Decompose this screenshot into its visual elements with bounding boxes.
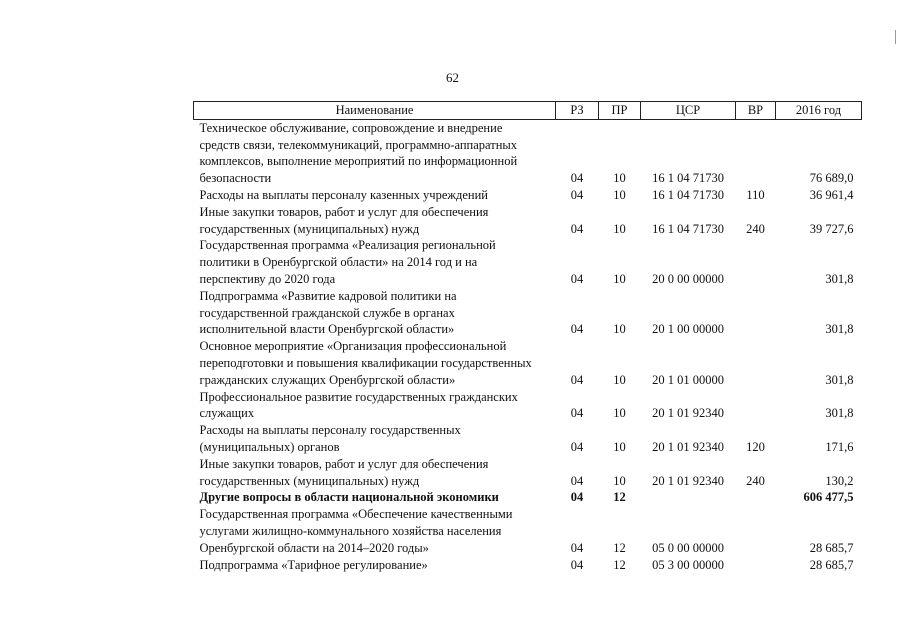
header-name: Наименование <box>194 102 556 120</box>
cell-csr: 20 1 01 00000 <box>652 372 724 387</box>
cell-amount: 606 477,5 <box>803 490 854 505</box>
cell-amount: 301,8 <box>825 406 854 421</box>
table-row <box>194 557 862 574</box>
cell-pr: 10 <box>613 271 626 286</box>
cell-rz: 04 <box>570 372 584 387</box>
cell-vr <box>736 506 776 556</box>
cell-pr: 10 <box>613 372 626 387</box>
cell-csr: 16 1 04 71730 <box>652 171 724 186</box>
cell-amount: 28 685,7 <box>809 540 854 555</box>
header-vr: ВР <box>736 102 776 120</box>
cell-name: Государственная программа «Реализация региональной политики в Оренбургской области» на 2014 год и на перспективу до 2020 года <box>199 238 496 286</box>
cell-pr: 10 <box>613 473 626 488</box>
cell-rz: 04 <box>570 540 584 555</box>
cell-amount: 130,2 <box>825 473 854 488</box>
cell-amount: 171,6 <box>825 439 854 454</box>
cell-vr: 120 <box>746 439 765 454</box>
cell-rz: 04 <box>570 322 584 337</box>
cell-rz: 04 <box>570 473 584 488</box>
cell-amount: 76 689,0 <box>809 171 854 186</box>
cell-name: Техническое обслуживание, сопровождение и внедрение средств связи, телекоммуникаций, программно-аппаратных комплексов, выполнение мероприятий по информационной безопасности <box>199 120 518 186</box>
cell-name: Профессиональное развитие государственных гражданских служащих <box>199 389 518 421</box>
cell-rz: 04 <box>570 187 584 202</box>
cell-vr: 240 <box>746 473 765 488</box>
cell-name: Другие вопросы в области национальной экономики <box>199 490 499 505</box>
cell-pr: 10 <box>613 406 626 421</box>
table-row <box>194 389 862 423</box>
cell-vr <box>736 489 776 506</box>
cell-rz: 04 <box>570 490 584 505</box>
cell-csr: 05 0 00 00000 <box>652 540 724 555</box>
cell-csr: 05 3 00 00000 <box>652 557 724 572</box>
cell-pr: 12 <box>613 490 626 505</box>
table-row <box>194 338 862 388</box>
cell-name: Иные закупки товаров, работ и услуг для обеспечения государственных (муниципальных) нужд <box>199 204 489 236</box>
cell-pr: 10 <box>613 439 626 454</box>
cell-name: Подпрограмма «Тарифное регулирование» <box>199 557 428 572</box>
cell-amount: 39 727,6 <box>809 221 854 236</box>
cell-vr <box>736 119 776 187</box>
cell-pr: 12 <box>613 557 626 572</box>
cell-pr: 10 <box>613 187 626 202</box>
cell-csr: 20 0 00 00000 <box>652 271 724 286</box>
budget-table <box>193 101 862 573</box>
table-body <box>194 119 862 573</box>
cell-pr: 10 <box>613 322 626 337</box>
cell-amount: 301,8 <box>825 322 854 337</box>
cell-name: Основное мероприятие «Организация профессиональной переподготовки и повышения квалификации государственных гражданских служащих Оренбургской области» <box>199 339 532 387</box>
cell-vr <box>736 338 776 388</box>
cell-vr <box>736 288 776 338</box>
header-rz: РЗ <box>556 102 599 120</box>
cell-pr: 10 <box>613 171 626 186</box>
cell-rz: 04 <box>570 221 584 236</box>
table-row <box>194 204 862 238</box>
cell-amount: 36 961,4 <box>809 187 854 202</box>
page-number: 62 <box>446 70 459 85</box>
cell-amount: 28 685,7 <box>809 557 854 572</box>
cell-name: Иные закупки товаров, работ и услуг для обеспечения государственных (муниципальных) нужд <box>199 456 489 488</box>
cell-csr: 16 1 04 71730 <box>652 221 724 236</box>
cell-rz: 04 <box>570 271 584 286</box>
cell-name: Расходы на выплаты персоналу государственных (муниципальных) органов <box>199 423 461 454</box>
cell-pr: 10 <box>613 221 626 236</box>
cell-vr <box>736 237 776 287</box>
cell-vr: 240 <box>746 221 765 236</box>
cell-name: Расходы на выплаты персоналу казенных учреждений <box>199 187 488 202</box>
table-row <box>194 422 862 456</box>
table-row <box>194 187 862 204</box>
header-year: 2016 год <box>776 102 862 120</box>
cell-csr: 20 1 01 92340 <box>652 473 724 488</box>
cell-amount: 301,8 <box>825 372 854 387</box>
cell-csr: 20 1 01 92340 <box>652 439 724 454</box>
cell-rz: 04 <box>570 439 584 454</box>
cell-amount: 301,8 <box>825 271 854 286</box>
cell-name: Подпрограмма «Развитие кадровой политики на государственной гражданской службе в органах исполнительной власти Оренбургской области» <box>199 288 457 337</box>
table-row <box>194 288 862 338</box>
header-pr: ПР <box>599 102 641 120</box>
cell-rz: 04 <box>570 171 584 186</box>
header-csr: ЦСР <box>641 102 736 120</box>
cell-rz: 04 <box>570 406 584 421</box>
table-row <box>194 489 862 506</box>
cell-vr: 110 <box>746 187 765 202</box>
cell-csr <box>641 489 736 506</box>
table-row <box>194 237 862 287</box>
cell-name: Государственная программа «Обеспечение качественными услугами жилищно-коммунального хозяйства населения Оренбургской области на 2014–2020 годы» <box>199 507 513 555</box>
scan-edge-mark <box>895 30 896 44</box>
table-row <box>194 119 862 187</box>
table-row <box>194 506 862 556</box>
cell-vr <box>736 557 776 574</box>
cell-csr: 20 1 00 00000 <box>652 322 724 337</box>
cell-rz: 04 <box>570 557 584 572</box>
cell-vr <box>736 389 776 423</box>
cell-csr: 16 1 04 71730 <box>652 187 724 202</box>
cell-csr: 20 1 01 92340 <box>652 406 724 421</box>
table-header-row <box>194 102 862 120</box>
cell-pr: 12 <box>613 540 626 555</box>
table-row <box>194 456 862 490</box>
